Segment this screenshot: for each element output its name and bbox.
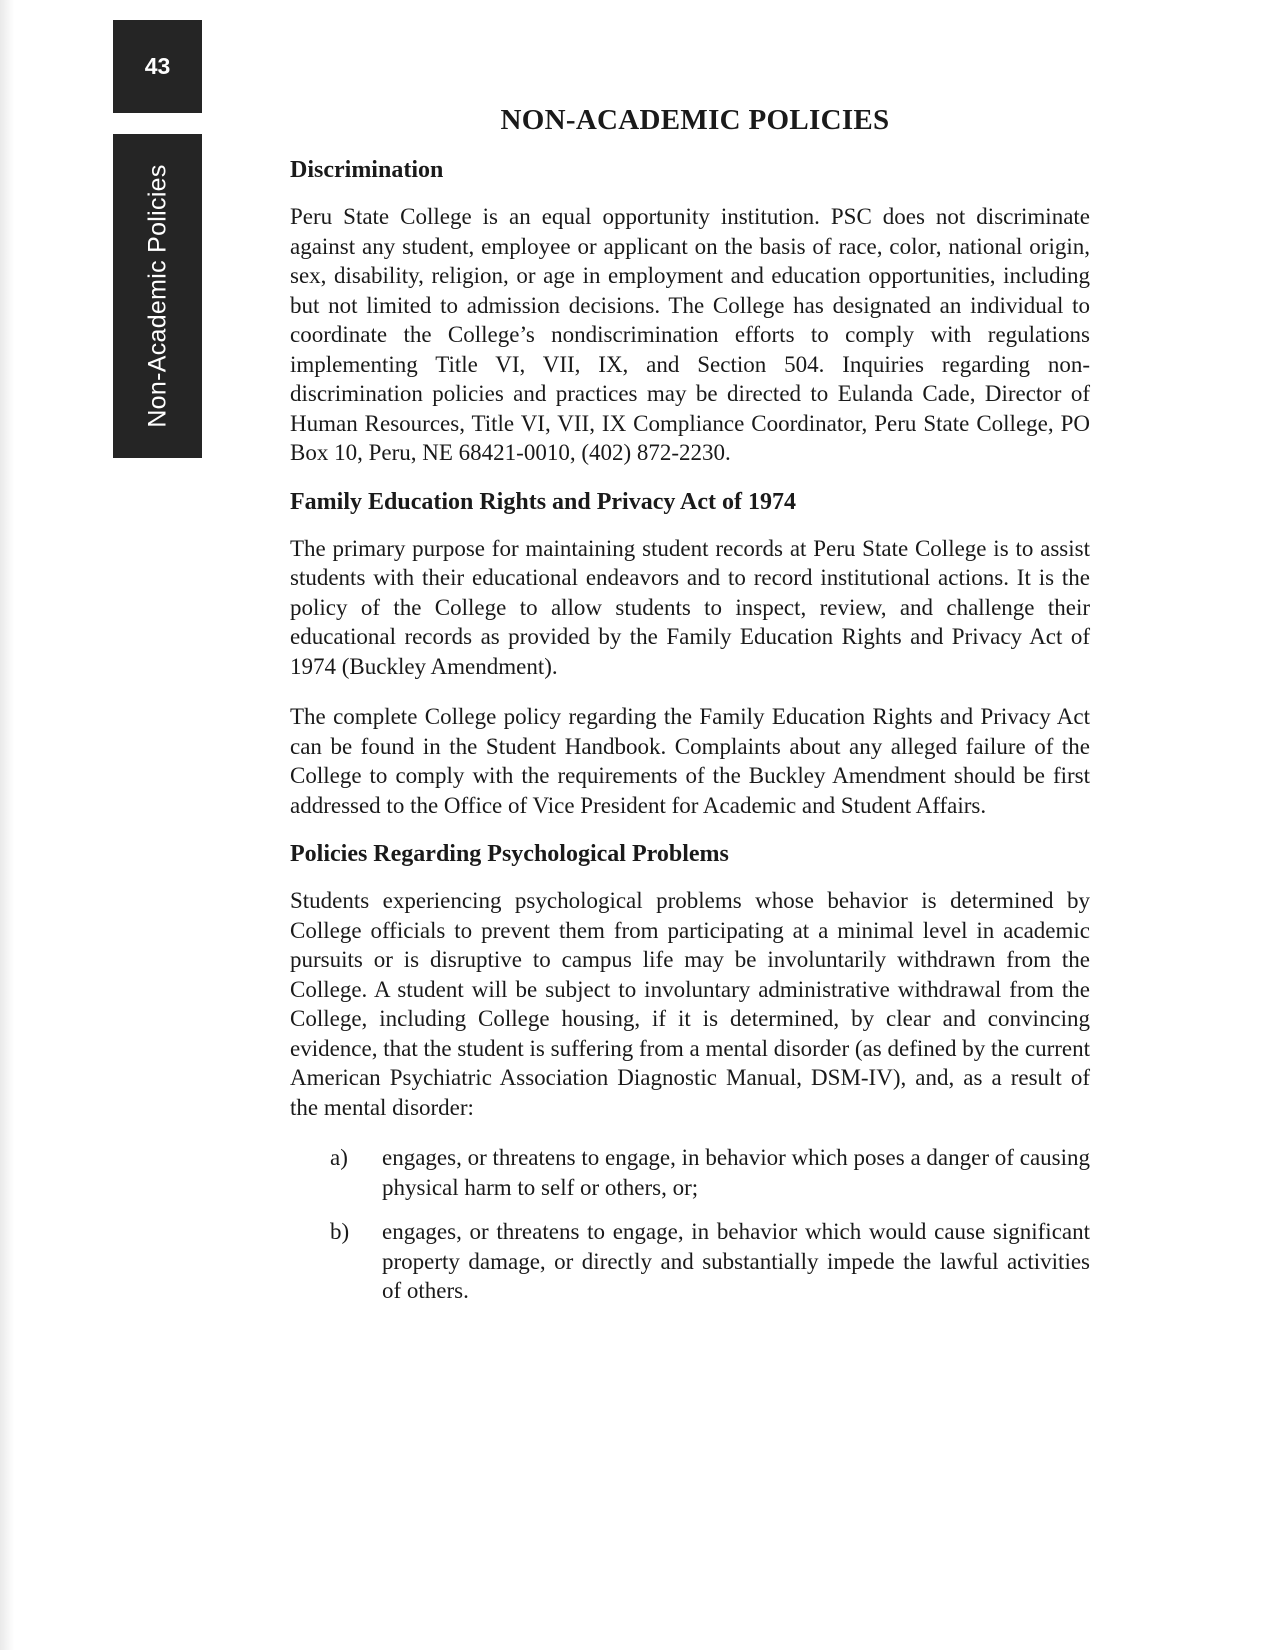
section-heading-ferpa: Family Education Rights and Privacy Act of 1974 bbox=[290, 488, 797, 515]
section-heading-psychological: Policies Regarding Psychological Problems bbox=[290, 841, 729, 867]
list-item-text: engages, or threatens to engage, in behavior which poses a danger of causing physical harm to self or others, or; bbox=[382, 1145, 1090, 1200]
list-item bbox=[290, 1217, 1090, 1306]
paragraph: Students experiencing psychological problems whose behavior is determined by College officials to prevent them from participating at a minimal level in academic pursuits or is disruptive to campus life may be involuntarily withdrawn from the College. A student will be subject to involuntary administrative withdrawal from the College, including College housing, if it is determined, by clear and convincing evidence, that the student is suffering from a mental disorder (as defined by the current American Psychiatric Association Diagnostic Manual, DSM-IV), and, as a result of the mental disorder: bbox=[290, 888, 1090, 1120]
condition-list bbox=[290, 1143, 1090, 1306]
paragraph: The complete College policy regarding the Family Education Rights and Privacy Act can be found in the Student Handbook. Complaints about any alleged failure of the College to comply with the requirements of the Buckley Amendment should be first addressed to the Office of Vice President for Academic and Student Affairs. bbox=[290, 704, 1090, 818]
page-content bbox=[290, 104, 1090, 1321]
page-title: NON-ACADEMIC POLICIES bbox=[500, 104, 890, 136]
page-number: 43 bbox=[113, 20, 202, 113]
list-marker: b) bbox=[330, 1219, 350, 1244]
paragraph: The primary purpose for maintaining student records at Peru State College is to assist students with their educational endeavors and to record institutional actions. It is the policy of the College to allow students to inspect, review, and challenge their educational records as provided by the Family Education Rights and Privacy Act of 1974 (Buckley Amendment). bbox=[290, 535, 1090, 679]
section-tab bbox=[113, 134, 202, 458]
list-marker: a) bbox=[330, 1145, 348, 1170]
paragraph: Peru State College is an equal opportunity institution. PSC does not discriminate against any student, employee or applicant on the basis of race, color, national origin, sex, disability, religion, or age in employment and education opportunities, including but not limited to admission decisions. The College has designated an individual to coordinate the College’s nondiscrimination efforts to comply with regulations implementing Title VI, VII, IX, and Section 504. Inquiries regarding non-discrimination policies and practices may be directed to Eulanda Cade, Director of Human Resources, Title VI, VII, IX Compliance Coordinator, Peru State College, PO Box 10, Peru, NE 68421-0010, (402) 872-2230. bbox=[290, 204, 1090, 465]
list-item-text: engages, or threatens to engage, in behavior which would cause significant property damage, or directly and substantially impede the lawful activities of others. bbox=[382, 1219, 1090, 1303]
section-tab-label: Non-Academic Policies bbox=[143, 164, 171, 428]
list-item bbox=[290, 1143, 1090, 1202]
section-heading-discrimination: Discrimination bbox=[290, 157, 444, 183]
page-edge-shadow bbox=[0, 0, 14, 1650]
